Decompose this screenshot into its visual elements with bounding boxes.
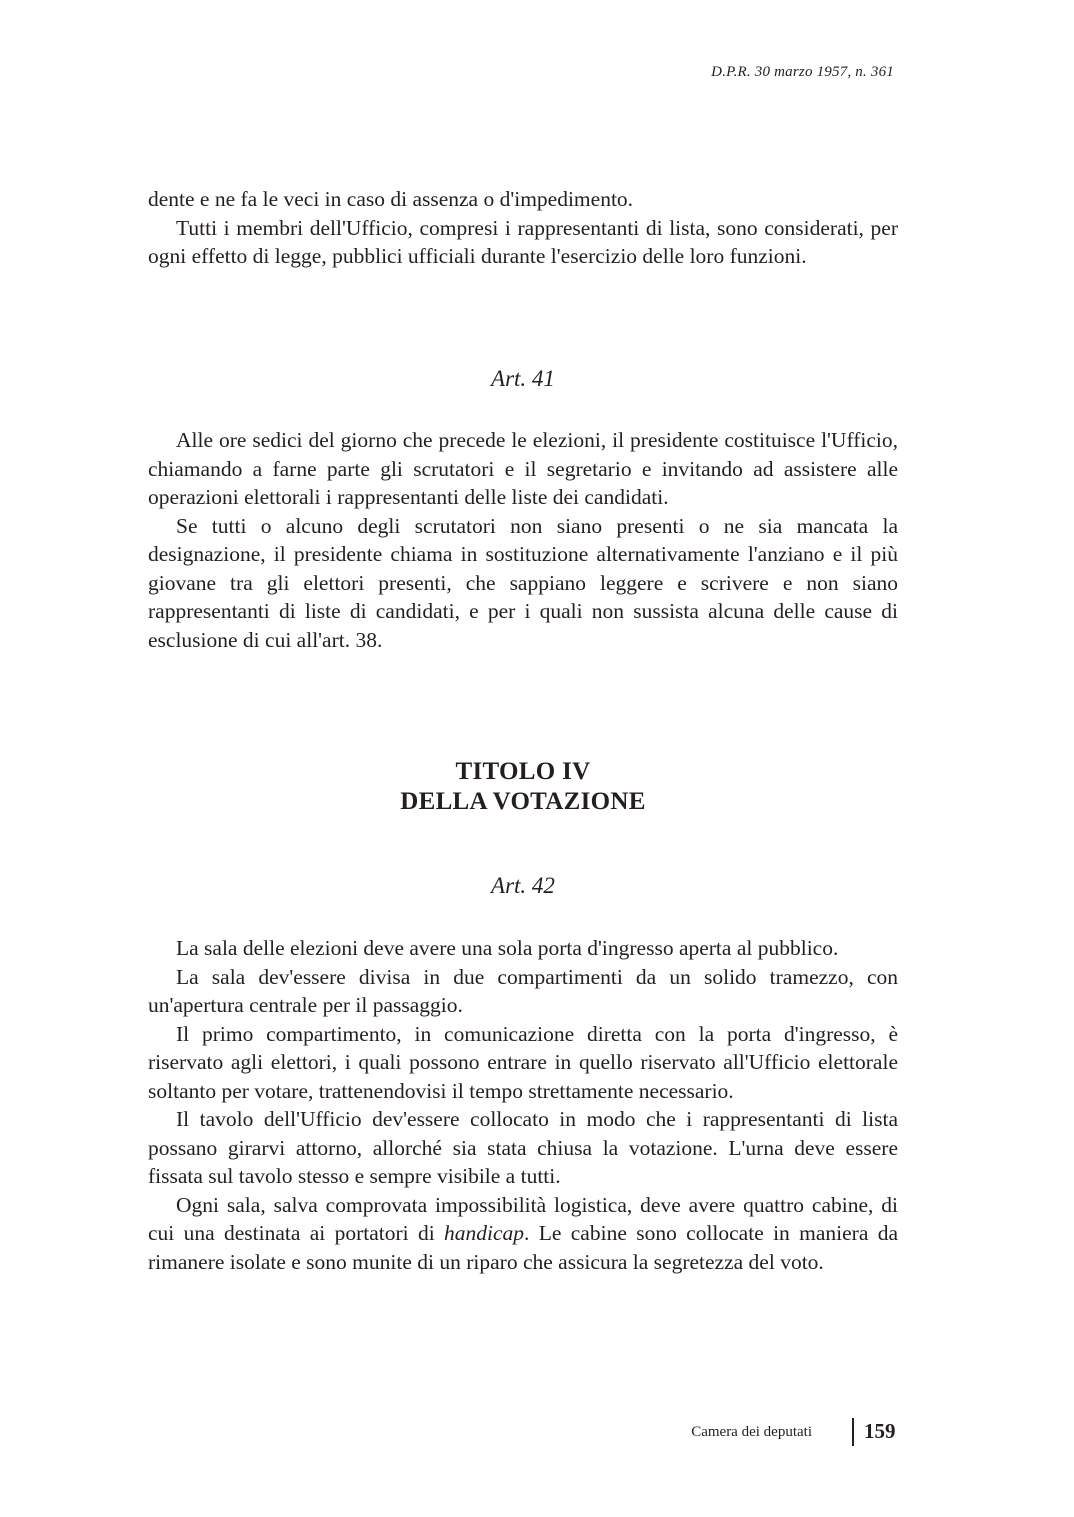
intro-paragraph-1: dente e ne fa le veci in caso di assenza o d'impedimento. (148, 187, 634, 211)
footer-divider (852, 1418, 854, 1446)
page-number: 159 (864, 1419, 896, 1443)
article-42-heading: Art. 42 (491, 873, 555, 898)
paragraph-5-text-end: . Le cabine sono collocate in maniera da rimanere isolate e sono munite di un riparo che assicura la segretezza del voto. (148, 1221, 898, 1274)
intro-section (148, 185, 898, 271)
article-41-body (148, 426, 898, 654)
intro-paragraph-2: Tutti i membri dell'Ufficio, compresi i rappresentanti di lista, sono considerati, per ogni effetto di legge, pubblici ufficiali durante l'esercizio delle loro funzioni. (148, 215, 898, 268)
article-41-paragraph-1: Alle ore sedici del giorno che precede le elezioni, il presidente costituisce l'Ufficio, chiamando a farne parte gli scrutatori e il segretario e invitando ad assistere alle operazioni elettorali i rappresentanti delle liste dei candidati. (148, 428, 898, 509)
title-number: TITOLO IV (455, 758, 591, 785)
paragraph-5-text-start: Ogni sala, salva comprovata impossibilità logistica, deve avere quattro cabine, di cui una destinata ai portatori di (148, 1192, 898, 1245)
title-block (148, 757, 898, 817)
article-42-paragraph-3: Il primo compartimento, in comunicazione diretta con la porta d'ingresso, è riservato agli elettori, i quali possono entrare in quello riservato all'Ufficio elettorale soltanto per votare, trattenendovisi il tempo strettamente necessario. (148, 1021, 898, 1103)
article-42-body (148, 934, 898, 1276)
article-41-paragraph-2: Se tutti o alcuno degli scrutatori non siano presenti o ne sia mancata la designazione, il presidente chiama in sostituzione alternativamente l'anziano e il più giovane tra gli elettori presenti, che sappiano leggere e scrivere e non siano rappresentanti di liste di candidati, e per i quali non sussista alcuna delle cause di esclusione di cui all'art. 38. (148, 513, 898, 652)
running-head: D.P.R. 30 marzo 1957, n. 361 (711, 64, 894, 80)
paragraph-5-italic-term: handicap (444, 1221, 525, 1245)
article-42-paragraph-5 (148, 1191, 898, 1277)
article-42-paragraph-2: La sala dev'essere divisa in due compartimenti da un solido tramezzo, con un'apertura centrale per il passaggio. (148, 964, 898, 1017)
footer-publisher: Camera dei deputati (691, 1424, 812, 1440)
article-42-paragraph-1: La sala delle elezioni deve avere una sola porta d'ingresso aperta al pubblico. (176, 936, 839, 960)
title-subject: DELLA VOTAZIONE (400, 788, 646, 815)
article-41-heading: Art. 41 (491, 366, 555, 391)
article-42-paragraph-4: Il tavolo dell'Ufficio dev'essere collocato in modo che i rappresentanti di lista possano girarvi attorno, allorché sia stata chiusa la votazione. L'urna deve essere fissata sul tavolo stesso e sempre visibile a tutti. (148, 1107, 898, 1188)
